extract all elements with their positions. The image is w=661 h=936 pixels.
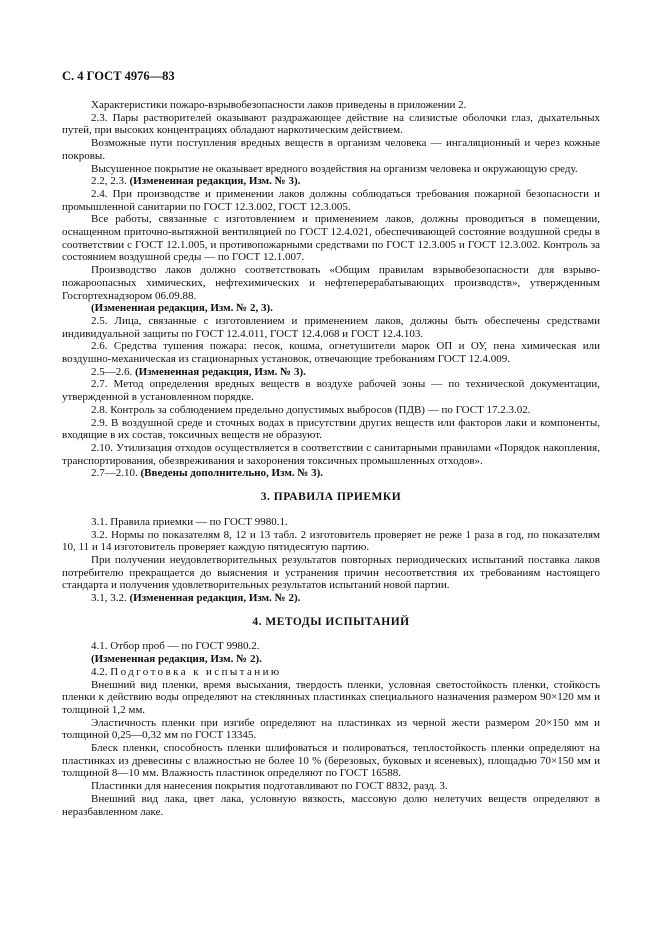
- paragraph: 3.1. Правила приемки — по ГОСТ 9980.1.: [91, 515, 288, 528]
- amendment-note: (Введены дополнительно, Изм. № 3).: [140, 467, 324, 480]
- amendment-note: (Измененная редакция, Изм. № 3).: [135, 365, 306, 378]
- page-header: С. 4 ГОСТ 4976—83: [62, 69, 175, 83]
- paragraph: Возможные пути поступления вредных веществ в организм человека — ингаляционный и через кожные покровы.: [62, 137, 600, 162]
- paragraph: [62, 366, 600, 379]
- paragraph: Внешний вид лака, цвет лака, условную вязкость, массовую долю нелетучих веществ определяют в неразбавленном лаке.: [62, 792, 600, 818]
- paragraph: [62, 467, 600, 480]
- paragraph: 2.3. Пары растворителей оказывают раздражающее действие на слизистые оболочки глаз, дыхательных путей, при высоких концентрациях обладают наркотическим действием.: [62, 111, 600, 137]
- paragraph: 2.6. Средства тушения пожара: песок, кошма, огнетушители марок ОП и ОУ, пена химическая или воздушно-механическая из стационарных установок, отвечающие требованиям ГОСТ 12.4.009.: [62, 340, 600, 366]
- clause-number: 4.2.: [91, 665, 111, 678]
- paragraph: Блеск пленки, способность пленки шлифоваться и полироваться, теплостойкость пленки определяют на пластинках из древесины с влажностью не более 10 % (березовых, буковых и ясеневых), площадью 70×150 мм и толщиной 8—10 мм. Влажность пластинок определяют по ГОСТ 16588.: [62, 742, 600, 780]
- paragraph: Высушенное покрытие не оказывает вредного воздействия на организм человека и окружающую среду.: [91, 162, 578, 175]
- paragraph: [62, 666, 600, 679]
- paragraph: [62, 175, 600, 188]
- paragraph: 2.9. В воздушной среде и сточных водах в присутствии других веществ или факторов лаки и компоненты, входящие в их состав, токсичных веществ не образуют.: [62, 416, 600, 442]
- paragraph: 2.4. При производстве и применении лаков должны соблюдаться требования пожарной безопасности и промышленной санитарии по ГОСТ 12.3.002, ГОСТ 12.3.005.: [62, 187, 600, 213]
- amendment-note: (Измененная редакция, Изм. № 2).: [129, 592, 301, 605]
- amendment-ref: 2.2, 2.3.: [91, 175, 130, 188]
- paragraph: Все работы, связанные с изготовлением и применением лаков, должны проводиться в помещении, оснащенном приточно-вытяжной вентиляцией по ГОСТ 12.4.021, обеспечивающей состояние воздушной среды в соответствии с ГОСТ 12.1.005, и противопожарными средствами по ГОСТ 12.3.005 и ГОСТ 12.3.002. Контроль за состоянием воздушной среды — по ГОСТ 12.1.007.: [62, 213, 600, 264]
- paragraph: Характеристики пожаро-взрывобезопасности лаков приведены в приложении 2.: [91, 99, 467, 111]
- paragraph: Внешний вид пленки, время высыхания, твердость пленки, условная светостойкость пленки, стойкость пленки к действию воды определяют на стеклянных пластинках специального назначения размером 90×120 мм и толщиной 1,2 мм.: [62, 678, 600, 716]
- section-2-content: [62, 99, 600, 480]
- section-3-title: 3. ПРАВИЛА ПРИЕМКИ: [260, 491, 402, 504]
- section-3-content: [62, 516, 600, 605]
- amendment-ref: 2.7—2.10.: [91, 467, 141, 480]
- paragraph: Производство лаков должно соответствовать «Общим правилам взрывобезопасности для взрыво-пожароопасных химических, нефтехимических и нефтеперерабатывающих производств», утвержденным Госгортехнадзором 06.09.88.: [62, 264, 600, 302]
- document-body: [62, 99, 600, 818]
- paragraph: 2.8. Контроль за соблюдением предельно допустимых выбросов (ПДВ) — по ГОСТ 17.2.3.02.: [91, 403, 531, 416]
- paragraph: Пластинки для нанесения покрытия подготавливают по ГОСТ 8832, разд. 3.: [91, 780, 448, 793]
- paragraph: Эластичность пленки при изгибе определяют на пластинках из черной жести размером 20×150 мм и толщиной 0,25—0,32 мм по ГОСТ 13345.: [62, 716, 600, 742]
- section-4-content: [62, 640, 600, 818]
- amendment-ref: 2.5—2.6.: [91, 365, 135, 378]
- paragraph: 3.2. Нормы по показателям 8, 12 и 13 табл. 2 изготовитель проверяет не реже 1 раза в год, по показателям 10, 11 и 14 изготовитель проверяет каждую пятидесятую партию.: [62, 528, 600, 554]
- paragraph: 2.5. Лица, связанные с изготовлением и применением лаков, должны быть обеспечены средствами индивидуальной защиты по ГОСТ 12.4.011, ГОСТ 12.4.068 и ГОСТ 12.4.103.: [62, 314, 600, 340]
- amendment-ref: 3.1, 3.2.: [91, 592, 130, 605]
- amendment-note: (Измененная редакция, Изм. № 2).: [91, 653, 262, 666]
- paragraph: [62, 302, 600, 315]
- paragraph: 4.1. Отбор проб — по ГОСТ 9980.2.: [91, 640, 260, 653]
- paragraph: [62, 653, 600, 666]
- paragraph: 2.10. Утилизация отходов осуществляется в соответствии с санитарными правилами «Порядок накопления, транспортирования, обезвреживания и захоронения токсичных промышленных отходов».: [62, 441, 600, 467]
- paragraph: При получении неудовлетворительных результатов повторных периодических испытаний поставка лаков потребителю прекращается до выяснения и устранения причин несоответствия их требованиям настоящего стандарта и получения удовлетворительных результатов испытаний новой партии.: [62, 553, 600, 592]
- amendment-note: (Измененная редакция, Изм. № 3).: [129, 175, 301, 188]
- clause-heading: Подготовка к испытанию: [110, 665, 282, 678]
- paragraph: [62, 592, 600, 605]
- amendment-note: (Измененная редакция, Изм. № 2, 3).: [91, 302, 273, 315]
- section-4-title: 4. МЕТОДЫ ИСПЫТАНИЙ: [252, 615, 410, 628]
- paragraph: 2.7. Метод определения вредных веществ в воздухе рабочей зоны — по технической документации, утвержденной в установленном порядке.: [62, 378, 600, 404]
